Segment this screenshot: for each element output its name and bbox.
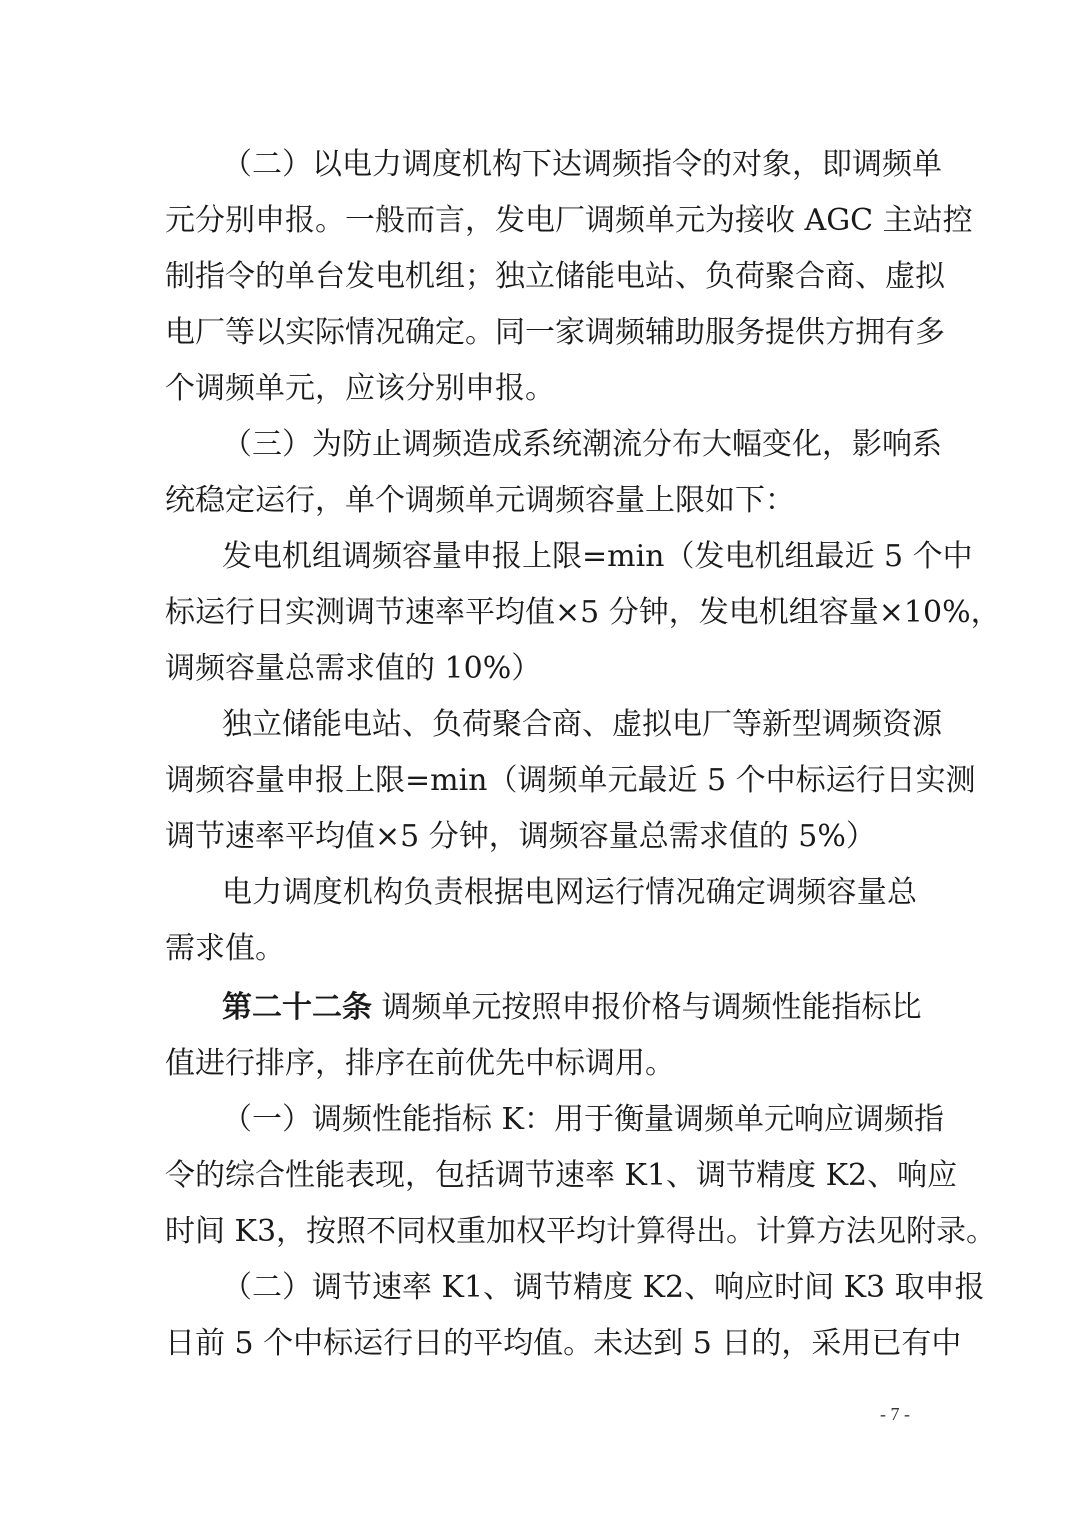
text-line: 元分别申报。一般而言，发电厂调频单元为接收 AGC 主站控 — [165, 203, 973, 238]
text-line: 值进行排序，排序在前优先中标调用。 — [165, 1046, 675, 1081]
text-line: 需求值。 — [165, 931, 285, 966]
article-text: 调频单元按照申报价格与调频性能指标比 — [381, 990, 922, 1025]
page-number: - 7 - — [880, 1404, 910, 1424]
text-line: （二）调节速率 K1、调节精度 K2、响应时间 K3 取申报 — [222, 1270, 985, 1305]
text-line: 电力调度机构负责根据电网运行情况确定调频容量总 — [222, 875, 917, 910]
text-line: 制指令的单台发电机组；独立储能电站、负荷聚合商、虚拟 — [165, 259, 945, 294]
text-line: 独立储能电站、负荷聚合商、虚拟电厂等新型调频资源 — [222, 707, 942, 742]
text-line: 标运行日实测调节速率平均值×5 分钟，发电机组容量×10%， — [165, 595, 1001, 630]
text-line: （二）以电力调度机构下达调频指令的对象，即调频单 — [222, 147, 942, 182]
text-line: 时间 K3，按照不同权重加权平均计算得出。计算方法见附录。 — [165, 1214, 997, 1249]
text-line: 调节速率平均值×5 分钟，调频容量总需求值的 5%） — [165, 819, 876, 854]
text-line: 发电机组调频容量申报上限=min（发电机组最近 5 个中 — [222, 539, 973, 574]
article-line — [0, 984, 1080, 1032]
text-line: （三）为防止调频造成系统潮流分布大幅变化，影响系 — [222, 427, 942, 462]
text-line: 电厂等以实际情况确定。同一家调频辅助服务提供方拥有多 — [165, 315, 945, 350]
text-line: 令的综合性能表现，包括调节速率 K1、调节精度 K2、响应 — [165, 1158, 958, 1193]
text-line: 统稳定运行，单个调频单元调频容量上限如下： — [165, 483, 795, 518]
text-line: 调频容量总需求值的 10%） — [165, 651, 542, 686]
text-line: 个调频单元，应该分别申报。 — [165, 371, 555, 406]
text-line: 日前 5 个中标运行日的平均值。未达到 5 日的，采用已有中 — [165, 1326, 962, 1361]
text-line: （一）调频性能指标 K：用于衡量调频单元响应调频指 — [222, 1102, 944, 1137]
article-heading: 第二十二条 — [222, 990, 372, 1025]
text-line: 调频容量申报上限=min（调频单元最近 5 个中标运行日实测 — [165, 763, 976, 798]
